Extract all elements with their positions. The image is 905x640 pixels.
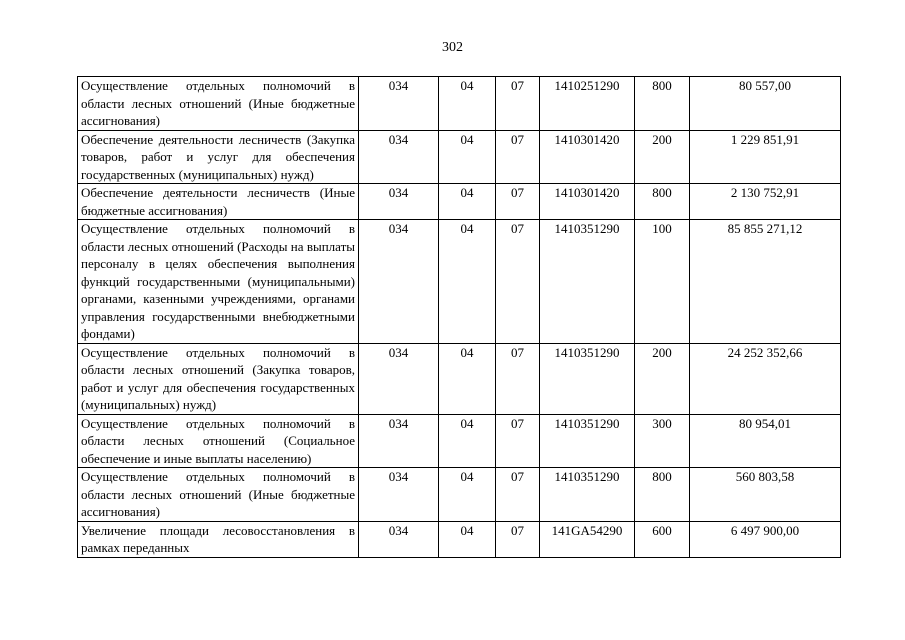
row-target-item-code: 1410301420 [540,130,635,184]
row-subsection-code: 07 [496,521,540,557]
row-description: Осуществление отдельных полномочий в области лесных отношений (Закупка товаров, работ и услуг для обеспечения государственных (муниципальных) нужд) [78,343,359,414]
row-expense-type-code: 600 [635,521,690,557]
row-target-item-code: 141GA54290 [540,521,635,557]
row-grbs-code: 034 [359,220,439,344]
table-row [78,220,841,344]
row-subsection-code: 07 [496,130,540,184]
row-expense-type-code: 100 [635,220,690,344]
row-amount: 85 855 271,12 [690,220,841,344]
row-section-code: 04 [439,130,496,184]
row-section-code: 04 [439,77,496,131]
row-section-code: 04 [439,220,496,344]
row-subsection-code: 07 [496,77,540,131]
row-expense-type-code: 800 [635,468,690,522]
row-grbs-code: 034 [359,468,439,522]
row-grbs-code: 034 [359,130,439,184]
row-target-item-code: 1410351290 [540,220,635,344]
row-grbs-code: 034 [359,184,439,220]
row-subsection-code: 07 [496,468,540,522]
row-description: Обеспечение деятельности лесничеств (Иные бюджетные ассигнования) [78,184,359,220]
row-subsection-code: 07 [496,414,540,468]
row-subsection-code: 07 [496,220,540,344]
row-target-item-code: 1410251290 [540,77,635,131]
row-expense-type-code: 800 [635,77,690,131]
row-grbs-code: 034 [359,521,439,557]
row-amount: 2 130 752,91 [690,184,841,220]
row-expense-type-code: 200 [635,343,690,414]
row-subsection-code: 07 [496,184,540,220]
table-row [78,468,841,522]
row-amount: 80 954,01 [690,414,841,468]
row-expense-type-code: 200 [635,130,690,184]
row-target-item-code: 1410351290 [540,414,635,468]
row-description: Обеспечение деятельности лесничеств (Закупка товаров, работ и услуг для обеспечения государственных (муниципальных) нужд) [78,130,359,184]
table-row [78,414,841,468]
table-row [78,343,841,414]
row-description: Осуществление отдельных полномочий в области лесных отношений (Расходы на выплаты персоналу в целях обеспечения выполнения функций государственными (муниципальными) органами, казенными учреждениями, органами управления государственными внебюджетными фондами) [78,220,359,344]
row-subsection-code: 07 [496,343,540,414]
row-target-item-code: 1410301420 [540,184,635,220]
page-number: 302 [442,40,463,55]
row-grbs-code: 034 [359,343,439,414]
row-section-code: 04 [439,468,496,522]
table-row [78,130,841,184]
row-amount: 24 252 352,66 [690,343,841,414]
row-section-code: 04 [439,414,496,468]
row-target-item-code: 1410351290 [540,468,635,522]
row-amount: 80 557,00 [690,77,841,131]
row-amount: 6 497 900,00 [690,521,841,557]
row-expense-type-code: 300 [635,414,690,468]
row-description: Осуществление отдельных полномочий в области лесных отношений (Социальное обеспечение и иные выплаты населению) [78,414,359,468]
row-description: Увеличение площади лесовосстановления в рамках переданных [78,521,359,557]
row-section-code: 04 [439,184,496,220]
row-description: Осуществление отдельных полномочий в области лесных отношений (Иные бюджетные ассигнования) [78,77,359,131]
budget-table [77,76,841,558]
row-grbs-code: 034 [359,77,439,131]
row-section-code: 04 [439,521,496,557]
row-amount: 1 229 851,91 [690,130,841,184]
row-expense-type-code: 800 [635,184,690,220]
row-target-item-code: 1410351290 [540,343,635,414]
row-grbs-code: 034 [359,414,439,468]
table-row [78,521,841,557]
row-amount: 560 803,58 [690,468,841,522]
row-description: Осуществление отдельных полномочий в области лесных отношений (Иные бюджетные ассигнования) [78,468,359,522]
row-section-code: 04 [439,343,496,414]
table-row [78,184,841,220]
table-row [78,77,841,131]
